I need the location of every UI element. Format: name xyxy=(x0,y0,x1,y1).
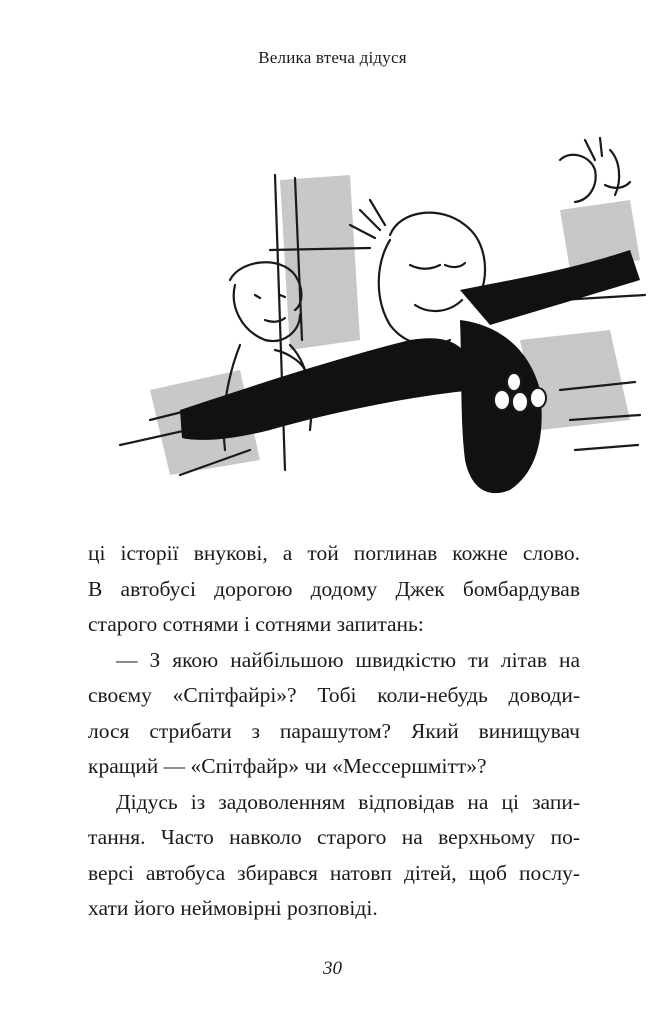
page-number: 30 xyxy=(323,958,342,979)
running-head: Велика втеча дідуся xyxy=(258,48,407,67)
text-line: своєму «Спітфайрі»? Тобі коли-небудь доводи- xyxy=(88,683,580,707)
text-line: версі автобуса збирався натовп дітей, щоб послу- xyxy=(88,860,580,885)
text-line: лося стрибати з парашутом? Який винищувач xyxy=(88,718,580,743)
body-text xyxy=(88,536,580,927)
text-line: кращий — «Спітфайр» чи «Мессершмітт»? xyxy=(88,754,487,778)
text-line: — З якою найбільшою швидкістю ти літав на xyxy=(116,647,580,672)
text-line: хати його неймовірні розповіді. xyxy=(88,896,378,920)
text-line: Дідусь із задоволенням відповідав на ці запи- xyxy=(116,789,580,814)
text-line: старого сотнями і сотнями запитань: xyxy=(88,612,424,636)
illustration xyxy=(90,90,650,510)
text-line: ці історії внукові, а той поглинав кожне слово. xyxy=(88,541,580,565)
text-line: тання. Часто навколо старого на верхньому по- xyxy=(88,825,580,849)
man-figure xyxy=(560,138,630,202)
text-line: В автобусі дорогою додому Джек бомбардував xyxy=(88,576,580,601)
